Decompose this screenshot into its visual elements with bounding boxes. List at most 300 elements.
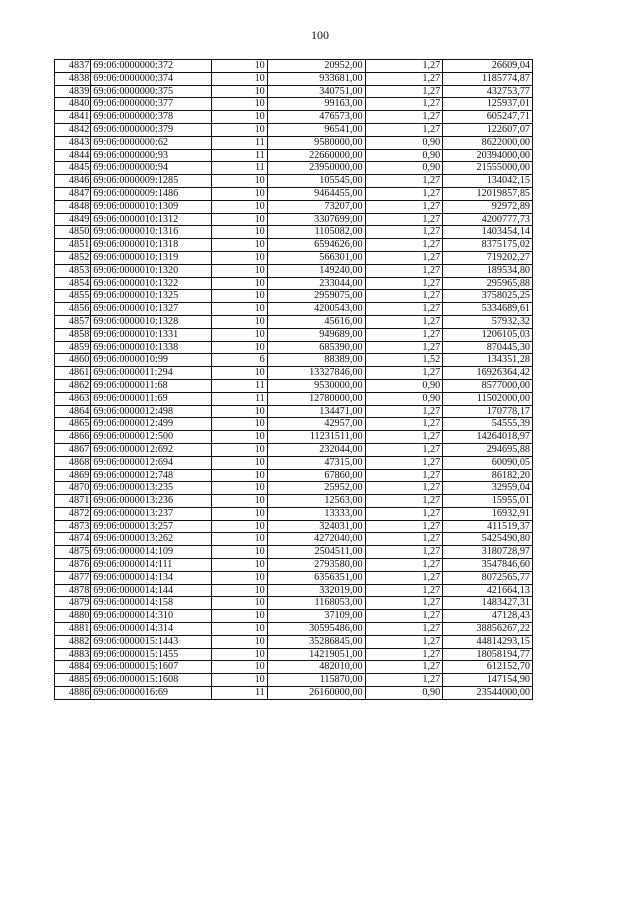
cadastral-value-cell: 115870,00 <box>267 674 365 687</box>
row-number-cell: 4852 <box>55 251 91 264</box>
table-row <box>55 418 533 431</box>
cadastral-number-cell: 69:06:0000016:69 <box>91 687 212 700</box>
coefficient-cell: 1,27 <box>365 111 443 124</box>
row-number-cell: 4844 <box>55 149 91 162</box>
table-row <box>55 303 533 316</box>
coefficient-cell: 1,27 <box>365 456 443 469</box>
cadastral-value-cell: 340751,00 <box>267 85 365 98</box>
result-value-cell: 14264018,97 <box>443 431 533 444</box>
cadastral-value-cell: 12563,00 <box>267 495 365 508</box>
cadastral-value-cell: 566301,00 <box>267 251 365 264</box>
cadastral-value-cell: 25952,00 <box>267 482 365 495</box>
row-number-cell: 4837 <box>55 60 91 73</box>
cadastral-value-cell: 37109,00 <box>267 610 365 623</box>
table-row <box>55 456 533 469</box>
cadastral-value-cell: 67860,00 <box>267 469 365 482</box>
row-number-cell: 4843 <box>55 136 91 149</box>
result-value-cell: 294695,88 <box>443 443 533 456</box>
row-number-cell: 4854 <box>55 277 91 290</box>
category-code-cell: 10 <box>212 98 267 111</box>
cadastral-value-cell: 88389,00 <box>267 354 365 367</box>
table-row <box>55 559 533 572</box>
row-number-cell: 4845 <box>55 162 91 175</box>
category-code-cell: 10 <box>212 635 267 648</box>
table-row <box>55 290 533 303</box>
cadastral-value-cell: 22660000,00 <box>267 149 365 162</box>
row-number-cell: 4858 <box>55 328 91 341</box>
row-number-cell: 4874 <box>55 533 91 546</box>
coefficient-cell: 1,27 <box>365 635 443 648</box>
category-code-cell: 10 <box>212 72 267 85</box>
cadastral-number-cell: 69:06:0000014:314 <box>91 623 212 636</box>
coefficient-cell: 1,27 <box>365 290 443 303</box>
row-number-cell: 4850 <box>55 226 91 239</box>
page-number: 100 <box>311 28 329 42</box>
coefficient-cell: 1,27 <box>365 315 443 328</box>
category-code-cell: 10 <box>212 175 267 188</box>
cadastral-number-cell: 69:06:0000015:1608 <box>91 674 212 687</box>
cadastral-value-cell: 11231511,00 <box>267 431 365 444</box>
result-value-cell: 92972,89 <box>443 200 533 213</box>
cadastral-number-cell: 69:06:0000009:1486 <box>91 187 212 200</box>
cadastral-number-cell: 69:06:0000010:1327 <box>91 303 212 316</box>
table-row <box>55 610 533 623</box>
table-body <box>55 60 533 700</box>
result-value-cell: 4200777,73 <box>443 213 533 226</box>
coefficient-cell: 1,27 <box>365 674 443 687</box>
coefficient-cell: 1,27 <box>365 431 443 444</box>
coefficient-cell: 1,27 <box>365 520 443 533</box>
table-row <box>55 111 533 124</box>
row-number-cell: 4882 <box>55 635 91 648</box>
table-row <box>55 149 533 162</box>
cadastral-number-cell: 69:06:0000010:1328 <box>91 315 212 328</box>
category-code-cell: 10 <box>212 213 267 226</box>
category-code-cell: 10 <box>212 443 267 456</box>
table-row <box>55 379 533 392</box>
result-value-cell: 1483427,31 <box>443 597 533 610</box>
row-number-cell: 4840 <box>55 98 91 111</box>
cadastral-number-cell: 69:06:0000000:62 <box>91 136 212 149</box>
cadastral-value-cell: 9580000,00 <box>267 136 365 149</box>
row-number-cell: 4868 <box>55 456 91 469</box>
row-number-cell: 4860 <box>55 354 91 367</box>
cadastral-value-cell: 23950000,00 <box>267 162 365 175</box>
cadastral-value-cell: 949689,00 <box>267 328 365 341</box>
category-code-cell: 10 <box>212 85 267 98</box>
coefficient-cell: 1,27 <box>365 661 443 674</box>
category-code-cell: 11 <box>212 162 267 175</box>
coefficient-cell: 1,27 <box>365 328 443 341</box>
cadastral-value-cell: 26160000,00 <box>267 687 365 700</box>
cadastral-number-cell: 69:06:0000013:237 <box>91 507 212 520</box>
table-row <box>55 328 533 341</box>
cadastral-value-cell: 6594626,00 <box>267 239 365 252</box>
category-code-cell: 10 <box>212 251 267 264</box>
cadastral-value-cell: 476573,00 <box>267 111 365 124</box>
coefficient-cell: 0,90 <box>365 687 443 700</box>
table-row <box>55 72 533 85</box>
cadastral-value-cell: 332019,00 <box>267 584 365 597</box>
category-code-cell: 10 <box>212 431 267 444</box>
table-row <box>55 661 533 674</box>
category-code-cell: 10 <box>212 303 267 316</box>
category-code-cell: 11 <box>212 379 267 392</box>
coefficient-cell: 1,27 <box>365 418 443 431</box>
coefficient-cell: 0,90 <box>365 162 443 175</box>
table-row <box>55 469 533 482</box>
cadastral-number-cell: 69:06:0000010:1322 <box>91 277 212 290</box>
category-code-cell: 10 <box>212 571 267 584</box>
table-row <box>55 623 533 636</box>
row-number-cell: 4884 <box>55 661 91 674</box>
coefficient-cell: 1,27 <box>365 443 443 456</box>
category-code-cell: 10 <box>212 200 267 213</box>
cadastral-value-cell: 4200543,00 <box>267 303 365 316</box>
cadastral-value-cell: 1105082,00 <box>267 226 365 239</box>
category-code-cell: 10 <box>212 495 267 508</box>
result-value-cell: 3547846,60 <box>443 559 533 572</box>
cadastral-number-cell: 69:06:0000000:378 <box>91 111 212 124</box>
table-row <box>55 392 533 405</box>
row-number-cell: 4839 <box>55 85 91 98</box>
cadastral-value-cell: 20952,00 <box>267 60 365 73</box>
result-value-cell: 5334689,61 <box>443 303 533 316</box>
cadastral-number-cell: 69:06:0000015:1443 <box>91 635 212 648</box>
cadastral-number-cell: 69:06:0000012:498 <box>91 405 212 418</box>
table-row <box>55 277 533 290</box>
result-value-cell: 57932,32 <box>443 315 533 328</box>
row-number-cell: 4877 <box>55 571 91 584</box>
row-number-cell: 4847 <box>55 187 91 200</box>
coefficient-cell: 1,27 <box>365 187 443 200</box>
row-number-cell: 4856 <box>55 303 91 316</box>
cadastral-number-cell: 69:06:0000010:1312 <box>91 213 212 226</box>
row-number-cell: 4853 <box>55 264 91 277</box>
table-row <box>55 495 533 508</box>
cadastral-number-cell: 69:06:0000014:134 <box>91 571 212 584</box>
category-code-cell: 10 <box>212 648 267 661</box>
cadastral-value-cell: 233044,00 <box>267 277 365 290</box>
table-row <box>55 239 533 252</box>
result-value-cell: 8072565,77 <box>443 571 533 584</box>
result-value-cell: 38856267,22 <box>443 623 533 636</box>
result-value-cell: 8577000,00 <box>443 379 533 392</box>
category-code-cell: 10 <box>212 405 267 418</box>
category-code-cell: 11 <box>212 136 267 149</box>
cadastral-value-cell: 13327846,00 <box>267 367 365 380</box>
result-value-cell: 15955,01 <box>443 495 533 508</box>
category-code-cell: 10 <box>212 315 267 328</box>
table-row <box>55 507 533 520</box>
coefficient-cell: 1,27 <box>365 123 443 136</box>
category-code-cell: 10 <box>212 610 267 623</box>
result-value-cell: 21555000,00 <box>443 162 533 175</box>
category-code-cell: 10 <box>212 264 267 277</box>
table-row <box>55 367 533 380</box>
table-row <box>55 546 533 559</box>
row-number-cell: 4872 <box>55 507 91 520</box>
table-row <box>55 162 533 175</box>
row-number-cell: 4867 <box>55 443 91 456</box>
cadastral-number-cell: 69:06:0000011:69 <box>91 392 212 405</box>
category-code-cell: 10 <box>212 674 267 687</box>
result-value-cell: 16926364,42 <box>443 367 533 380</box>
coefficient-cell: 1,27 <box>365 175 443 188</box>
coefficient-cell: 1,27 <box>365 277 443 290</box>
cadastral-value-cell: 73207,00 <box>267 200 365 213</box>
result-value-cell: 719202,27 <box>443 251 533 264</box>
table-row <box>55 123 533 136</box>
cadastral-value-cell: 12780000,00 <box>267 392 365 405</box>
result-value-cell: 870445,30 <box>443 341 533 354</box>
row-number-cell: 4865 <box>55 418 91 431</box>
cadastral-number-cell: 69:06:0000000:379 <box>91 123 212 136</box>
cadastral-value-cell: 1168053,00 <box>267 597 365 610</box>
cadastral-number-cell: 69:06:0000010:1338 <box>91 341 212 354</box>
cadastral-number-cell: 69:06:0000013:257 <box>91 520 212 533</box>
cadastral-number-cell: 69:06:0000010:1316 <box>91 226 212 239</box>
category-code-cell: 10 <box>212 367 267 380</box>
cadastral-number-cell: 69:06:0000012:692 <box>91 443 212 456</box>
table-row <box>55 520 533 533</box>
coefficient-cell: 1,27 <box>365 251 443 264</box>
coefficient-cell: 1,27 <box>365 597 443 610</box>
coefficient-cell: 1,27 <box>365 533 443 546</box>
result-value-cell: 170778,17 <box>443 405 533 418</box>
cadastral-value-cell: 482010,00 <box>267 661 365 674</box>
cadastral-value-cell: 13333,00 <box>267 507 365 520</box>
category-code-cell: 10 <box>212 123 267 136</box>
coefficient-cell: 1,27 <box>365 610 443 623</box>
table-row <box>55 187 533 200</box>
category-code-cell: 10 <box>212 226 267 239</box>
row-number-cell: 4883 <box>55 648 91 661</box>
cadastral-number-cell: 69:06:0000011:294 <box>91 367 212 380</box>
cadastral-value-cell: 2504511,00 <box>267 546 365 559</box>
coefficient-cell: 1,27 <box>365 239 443 252</box>
category-code-cell: 10 <box>212 456 267 469</box>
row-number-cell: 4857 <box>55 315 91 328</box>
category-code-cell: 10 <box>212 597 267 610</box>
cadastral-value-cell: 6356351,00 <box>267 571 365 584</box>
coefficient-cell: 1,27 <box>365 367 443 380</box>
coefficient-cell: 1,27 <box>365 264 443 277</box>
coefficient-cell: 1,27 <box>365 405 443 418</box>
table-row <box>55 533 533 546</box>
result-value-cell: 605247,71 <box>443 111 533 124</box>
category-code-cell: 10 <box>212 469 267 482</box>
cadastral-number-cell: 69:06:0000010:1320 <box>91 264 212 277</box>
row-number-cell: 4880 <box>55 610 91 623</box>
cadastral-number-cell: 69:06:0000012:694 <box>91 456 212 469</box>
category-code-cell: 10 <box>212 60 267 73</box>
cadastral-value-cell: 933681,00 <box>267 72 365 85</box>
coefficient-cell: 1,27 <box>365 60 443 73</box>
result-value-cell: 1185774,87 <box>443 72 533 85</box>
result-value-cell: 3180728,97 <box>443 546 533 559</box>
coefficient-cell: 1,27 <box>365 98 443 111</box>
coefficient-cell: 1,27 <box>365 571 443 584</box>
cadastral-value-cell: 9464455,00 <box>267 187 365 200</box>
cadastral-value-cell: 105545,00 <box>267 175 365 188</box>
result-value-cell: 5425490,80 <box>443 533 533 546</box>
row-number-cell: 4842 <box>55 123 91 136</box>
category-code-cell: 10 <box>212 661 267 674</box>
row-number-cell: 4846 <box>55 175 91 188</box>
coefficient-cell: 1,27 <box>365 623 443 636</box>
cadastral-number-cell: 69:06:0000000:377 <box>91 98 212 111</box>
coefficient-cell: 0,90 <box>365 149 443 162</box>
category-code-cell: 10 <box>212 418 267 431</box>
table-row <box>55 175 533 188</box>
cadastral-number-cell: 69:06:0000012:748 <box>91 469 212 482</box>
coefficient-cell: 1,27 <box>365 584 443 597</box>
table-row <box>55 597 533 610</box>
cadastral-number-cell: 69:06:0000010:1309 <box>91 200 212 213</box>
row-number-cell: 4869 <box>55 469 91 482</box>
row-number-cell: 4855 <box>55 290 91 303</box>
category-code-cell: 10 <box>212 277 267 290</box>
cadastral-value-cell: 2959075,00 <box>267 290 365 303</box>
cadastral-value-cell: 2793580,00 <box>267 559 365 572</box>
category-code-cell: 10 <box>212 584 267 597</box>
result-value-cell: 60090,05 <box>443 456 533 469</box>
table-row <box>55 687 533 700</box>
table-row <box>55 405 533 418</box>
table-row <box>55 482 533 495</box>
cadastral-number-cell: 69:06:0000000:93 <box>91 149 212 162</box>
row-number-cell: 4873 <box>55 520 91 533</box>
result-value-cell: 26609,04 <box>443 60 533 73</box>
category-code-cell: 11 <box>212 149 267 162</box>
cadastral-number-cell: 69:06:0000000:94 <box>91 162 212 175</box>
result-value-cell: 147154,90 <box>443 674 533 687</box>
category-code-cell: 10 <box>212 482 267 495</box>
table-row <box>55 60 533 73</box>
coefficient-cell: 1,27 <box>365 559 443 572</box>
cadastral-number-cell: 69:06:0000010:1319 <box>91 251 212 264</box>
result-value-cell: 411519,37 <box>443 520 533 533</box>
category-code-cell: 10 <box>212 533 267 546</box>
result-value-cell: 3758025,25 <box>443 290 533 303</box>
cadastral-value-cell: 232044,00 <box>267 443 365 456</box>
category-code-cell: 6 <box>212 354 267 367</box>
table-row <box>55 136 533 149</box>
cadastral-number-cell: 69:06:0000012:499 <box>91 418 212 431</box>
category-code-cell: 11 <box>212 392 267 405</box>
table-row <box>55 264 533 277</box>
coefficient-cell: 1,27 <box>365 226 443 239</box>
result-value-cell: 8375175,02 <box>443 239 533 252</box>
result-value-cell: 12019857,85 <box>443 187 533 200</box>
row-number-cell: 4864 <box>55 405 91 418</box>
cadastral-number-cell: 69:06:0000010:99 <box>91 354 212 367</box>
cadastral-number-cell: 69:06:0000009:1285 <box>91 175 212 188</box>
cadastral-value-cell: 42957,00 <box>267 418 365 431</box>
row-number-cell: 4878 <box>55 584 91 597</box>
result-value-cell: 44814293,15 <box>443 635 533 648</box>
cadastral-number-cell: 69:06:0000015:1607 <box>91 661 212 674</box>
table-row <box>55 200 533 213</box>
cadastral-number-cell: 69:06:0000014:109 <box>91 546 212 559</box>
row-number-cell: 4859 <box>55 341 91 354</box>
row-number-cell: 4871 <box>55 495 91 508</box>
row-number-cell: 4866 <box>55 431 91 444</box>
cadastral-number-cell: 69:06:0000014:111 <box>91 559 212 572</box>
category-code-cell: 10 <box>212 290 267 303</box>
result-value-cell: 134351,28 <box>443 354 533 367</box>
result-value-cell: 23544000,00 <box>443 687 533 700</box>
coefficient-cell: 0,90 <box>365 392 443 405</box>
row-number-cell: 4861 <box>55 367 91 380</box>
cadastral-number-cell: 69:06:0000000:375 <box>91 85 212 98</box>
result-value-cell: 20394000,00 <box>443 149 533 162</box>
result-value-cell: 612152,70 <box>443 661 533 674</box>
category-code-cell: 10 <box>212 341 267 354</box>
result-value-cell: 11502000,00 <box>443 392 533 405</box>
coefficient-cell: 1,27 <box>365 469 443 482</box>
result-value-cell: 47128,43 <box>443 610 533 623</box>
table-row <box>55 584 533 597</box>
category-code-cell: 10 <box>212 559 267 572</box>
category-code-cell: 10 <box>212 328 267 341</box>
category-code-cell: 10 <box>212 623 267 636</box>
row-number-cell: 4862 <box>55 379 91 392</box>
row-number-cell: 4875 <box>55 546 91 559</box>
row-number-cell: 4886 <box>55 687 91 700</box>
table-row <box>55 674 533 687</box>
cadastral-value-table <box>54 59 533 700</box>
coefficient-cell: 1,27 <box>365 546 443 559</box>
cadastral-value-cell: 9530000,00 <box>267 379 365 392</box>
category-code-cell: 11 <box>212 687 267 700</box>
category-code-cell: 10 <box>212 507 267 520</box>
coefficient-cell: 1,27 <box>365 303 443 316</box>
coefficient-cell: 1,27 <box>365 213 443 226</box>
row-number-cell: 4870 <box>55 482 91 495</box>
cadastral-value-cell: 30595486,00 <box>267 623 365 636</box>
coefficient-cell: 1,52 <box>365 354 443 367</box>
row-number-cell: 4885 <box>55 674 91 687</box>
cadastral-value-cell: 134471,00 <box>267 405 365 418</box>
coefficient-cell: 1,27 <box>365 507 443 520</box>
coefficient-cell: 1,27 <box>365 648 443 661</box>
category-code-cell: 10 <box>212 520 267 533</box>
coefficient-cell: 1,27 <box>365 341 443 354</box>
result-value-cell: 122607,07 <box>443 123 533 136</box>
coefficient-cell: 1,27 <box>365 85 443 98</box>
cadastral-value-cell: 45616,00 <box>267 315 365 328</box>
result-value-cell: 86182,20 <box>443 469 533 482</box>
cadastral-value-cell: 96541,00 <box>267 123 365 136</box>
result-value-cell: 1206105,03 <box>443 328 533 341</box>
result-value-cell: 134042,15 <box>443 175 533 188</box>
row-number-cell: 4841 <box>55 111 91 124</box>
coefficient-cell: 0,90 <box>365 379 443 392</box>
cadastral-value-cell: 4272040,00 <box>267 533 365 546</box>
result-value-cell: 32959,04 <box>443 482 533 495</box>
row-number-cell: 4849 <box>55 213 91 226</box>
row-number-cell: 4881 <box>55 623 91 636</box>
result-value-cell: 295965,88 <box>443 277 533 290</box>
cadastral-value-cell: 14219051,00 <box>267 648 365 661</box>
table-row <box>55 354 533 367</box>
category-code-cell: 10 <box>212 546 267 559</box>
cadastral-value-cell: 3307699,00 <box>267 213 365 226</box>
cadastral-number-cell: 69:06:0000011:68 <box>91 379 212 392</box>
table-row <box>55 571 533 584</box>
